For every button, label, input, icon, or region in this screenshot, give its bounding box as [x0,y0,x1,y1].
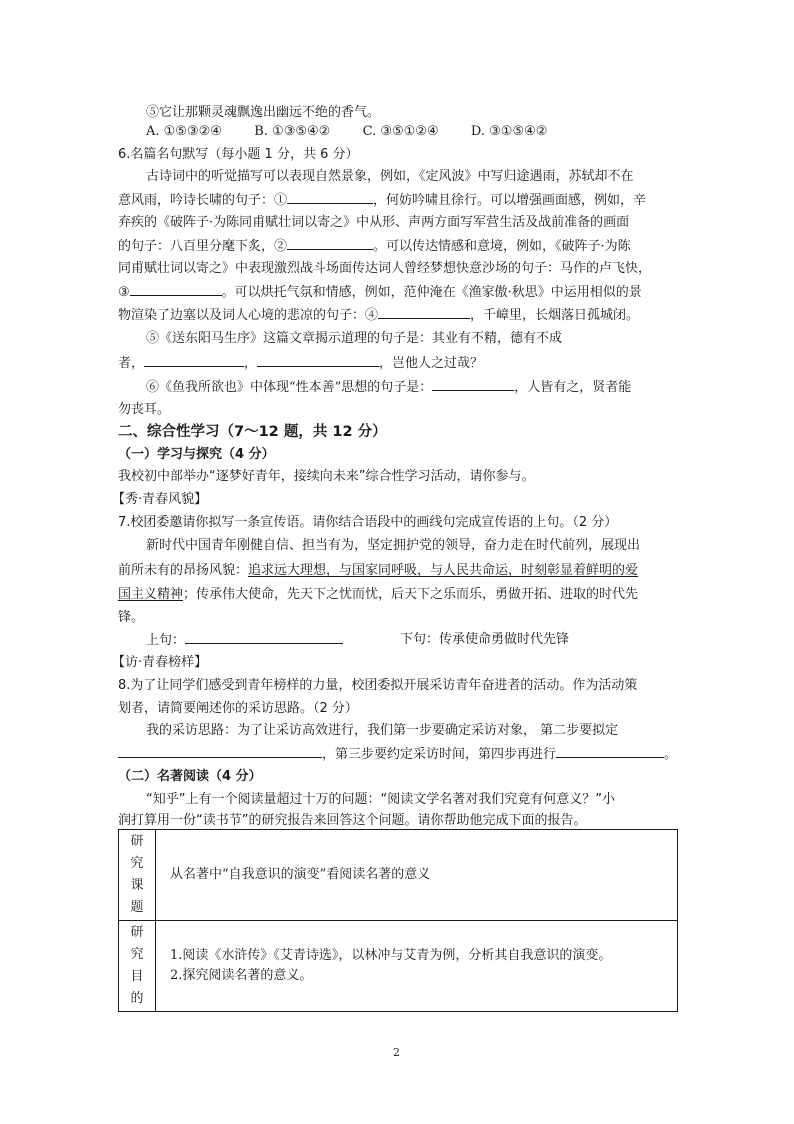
purpose-label-char: 目 [130,969,144,984]
subsection-1-title: （一）学习与探究（4 分） [118,447,275,462]
q6-line7-text-b: ，千嶂里，长烟落日孤城闭。 [470,308,640,323]
q7-passage-3-text: ；传承伟大使命，先天下之忧而忧，后天下之乐而乐，勇做开拓、进取的时代先 [183,587,639,602]
q7-passage-3 [118,586,638,604]
purpose-label-char: 究 [130,947,144,962]
topic-content: 从名著中“自我意识的演变”看阅读名著的意义 [156,830,678,921]
q6-line2 [118,191,646,210]
q8-line4-text-b: 。 [664,747,678,762]
interview-step2-blank[interactable] [118,745,322,758]
q5-item5: ⑤它让那颗灵魂飘逸出幽远不绝的香气。 [146,105,381,120]
q6-line2-text-b: ，何妨吟啸且徐行。可以增强画面感，例如，辛 [373,193,647,208]
q6-line4-text-a: 的句子：八百里分麾下炙，② [118,239,288,254]
upper-line-label: 上句： [146,633,186,648]
q6-line8: ⑤《送东阳马生序》这篇文章揭示道理的句子是：其业有不精，德有不成 [146,331,563,346]
q5-options [146,123,547,141]
q8-line4 [118,745,677,764]
blank-7[interactable] [432,378,514,391]
q8-line3: 我的采访思路：为了让采访高效进行，我们第一步要确定采访对象， 第二步要拟定 [146,723,619,738]
q6-line3: 弃疾的《破阵子·为陈同甫赋壮词以寄之》中从形、声两方面写军营生活及战前准备的画面 [118,215,630,230]
q6-line1: 古诗词中的听觉描写可以表现自然景象，例如，《定风波》中写归途遇雨，苏轼却不在 [146,169,634,184]
option-d: D. ③①⑤④② [470,124,548,139]
interview-step4-blank[interactable] [556,745,664,758]
q6-line7 [118,306,639,325]
q7-passage-1: 新时代中国青年刚健自信、担当有为，坚定拥护党的领导，奋力走在时代前列，展现出 [146,538,641,553]
q6-line10-text-b: ，人皆有之，贤者能 [514,380,632,395]
upper-line-blank[interactable] [185,631,343,644]
purpose-item-2: 2.探究阅读名著的意义。 [170,968,313,983]
q6-line9-text-b: ， [244,356,258,371]
q7-passage-2 [118,562,638,580]
q6-line4-text-b: 。可以传达情感和意境，例如，《破阵子·为陈 [373,239,631,254]
blank-1[interactable] [287,191,373,204]
topic-label-char: 究 [130,856,144,871]
q6-line10 [146,378,631,397]
q8-line2: 划者，请简要阐述你的采访思路。（2 分） [118,701,358,716]
table-row-purpose [119,921,678,1012]
q6-line5: 同甫赋壮词以寄之》中表现激烈战斗场面传达词人曾经梦想快意沙场的句子：马作的卢飞快， [118,261,652,276]
q6-line9-text-a: 者， [118,356,145,371]
topic-label-char: 研 [130,834,144,849]
q6-line2-text-a: 意风雨，吟诗长啸的句子：① [118,193,288,208]
purpose-label [119,921,156,1012]
q7-underlined-sentence: 追求远大理想，与国家同呼吸，与人民共命运，时刻彰显着鲜明的爱 [248,563,639,578]
blank-2[interactable] [287,237,373,250]
option-b: B. ①③⑤④② [254,124,331,139]
topic-label [119,830,156,921]
blank-6[interactable] [257,354,379,367]
purpose-content [156,921,678,1012]
q6-line6-text-a: ③ [118,285,130,300]
blank-3[interactable] [130,283,222,296]
blank-5[interactable] [144,354,244,367]
q7-passage-4: 锋。 [118,610,145,625]
option-c: C. ③⑤①②④ [362,124,439,139]
activity-intro: 我校初中部举办“逐梦好青年，接续向未来”综合性学习活动，请你参与。 [118,469,535,484]
q7-underlined-sentence-end: 国主义精神 [118,587,184,602]
purpose-item-1: 1.阅读《水浒传》《艾青诗选》，以林冲与艾青为例，分析其自我意识的演变。 [170,948,612,963]
blank-4[interactable] [378,306,470,319]
q8-line4-text-a: ，第三步要约定采访时间，第四步再进行 [322,747,557,762]
page-number: 2 [393,1046,400,1059]
q6-line4 [118,237,631,256]
q6-line10-text-a: ⑥《鱼我所欲也》中体现“性本善”思想的句子是： [146,380,433,395]
q6-line6 [118,283,642,302]
q6-line11: 勿丧耳。 [118,402,171,417]
purpose-label-char: 的 [130,991,144,1006]
purpose-label-char: 研 [130,925,144,940]
table-row-topic [119,830,678,921]
topic-label-char: 课 [130,878,144,893]
q6-line9 [118,354,483,373]
lower-line: 下句：传承使命勇做时代先锋 [400,632,570,647]
option-a: A. ①⑤③②④ [146,124,222,139]
part2-line1: “知乎”上有一个阅读量超过十万的问题：“阅读文学名著对我们究竟有何意义？”小 [146,792,615,807]
research-report-table [118,829,678,1012]
section-2-title: 二、综合性学习（7～12 题，共 12 分） [118,424,387,440]
q6-line9-text-c: ，岂他人之过哉？ [379,356,484,371]
topic-label-char: 题 [130,900,144,915]
q7-title: 7.校团委邀请你拟写一条宣传语。请你结合语段中的画线句完成宣传语的上句。（2 分） [118,515,618,530]
subsection-2-title: （二）名著阅读（4 分） [118,769,262,784]
tag-show-youth: 【秀·青春风貌】 [112,492,208,507]
q6-title: 6.名篇名句默写（每小题 1 分，共 6 分） [118,147,359,162]
q6-line6-text-b: 。可以烘托气氛和情感，例如，范仲淹在《渔家傲·秋思》中运用相似的景 [221,285,642,300]
q8-line1: 8.为了让同学们感受到青年榜样的力量，校团委拟开展采访青年奋进者的活动。作为活动策 [118,678,638,693]
tag-visit-role-model: 【访·青春榜样】 [112,655,208,670]
q7-passage-2-text: 前所未有的昂扬风貌： [118,563,249,578]
q7-answer-row [146,631,343,650]
part2-line2: 润打算用一份“读书节”的研究报告来回答这个问题。请你帮助他完成下面的报告。 [118,813,587,828]
q6-line7-text-a: 物渲染了边塞以及词人心境的悲凉的句子：④ [118,308,379,323]
